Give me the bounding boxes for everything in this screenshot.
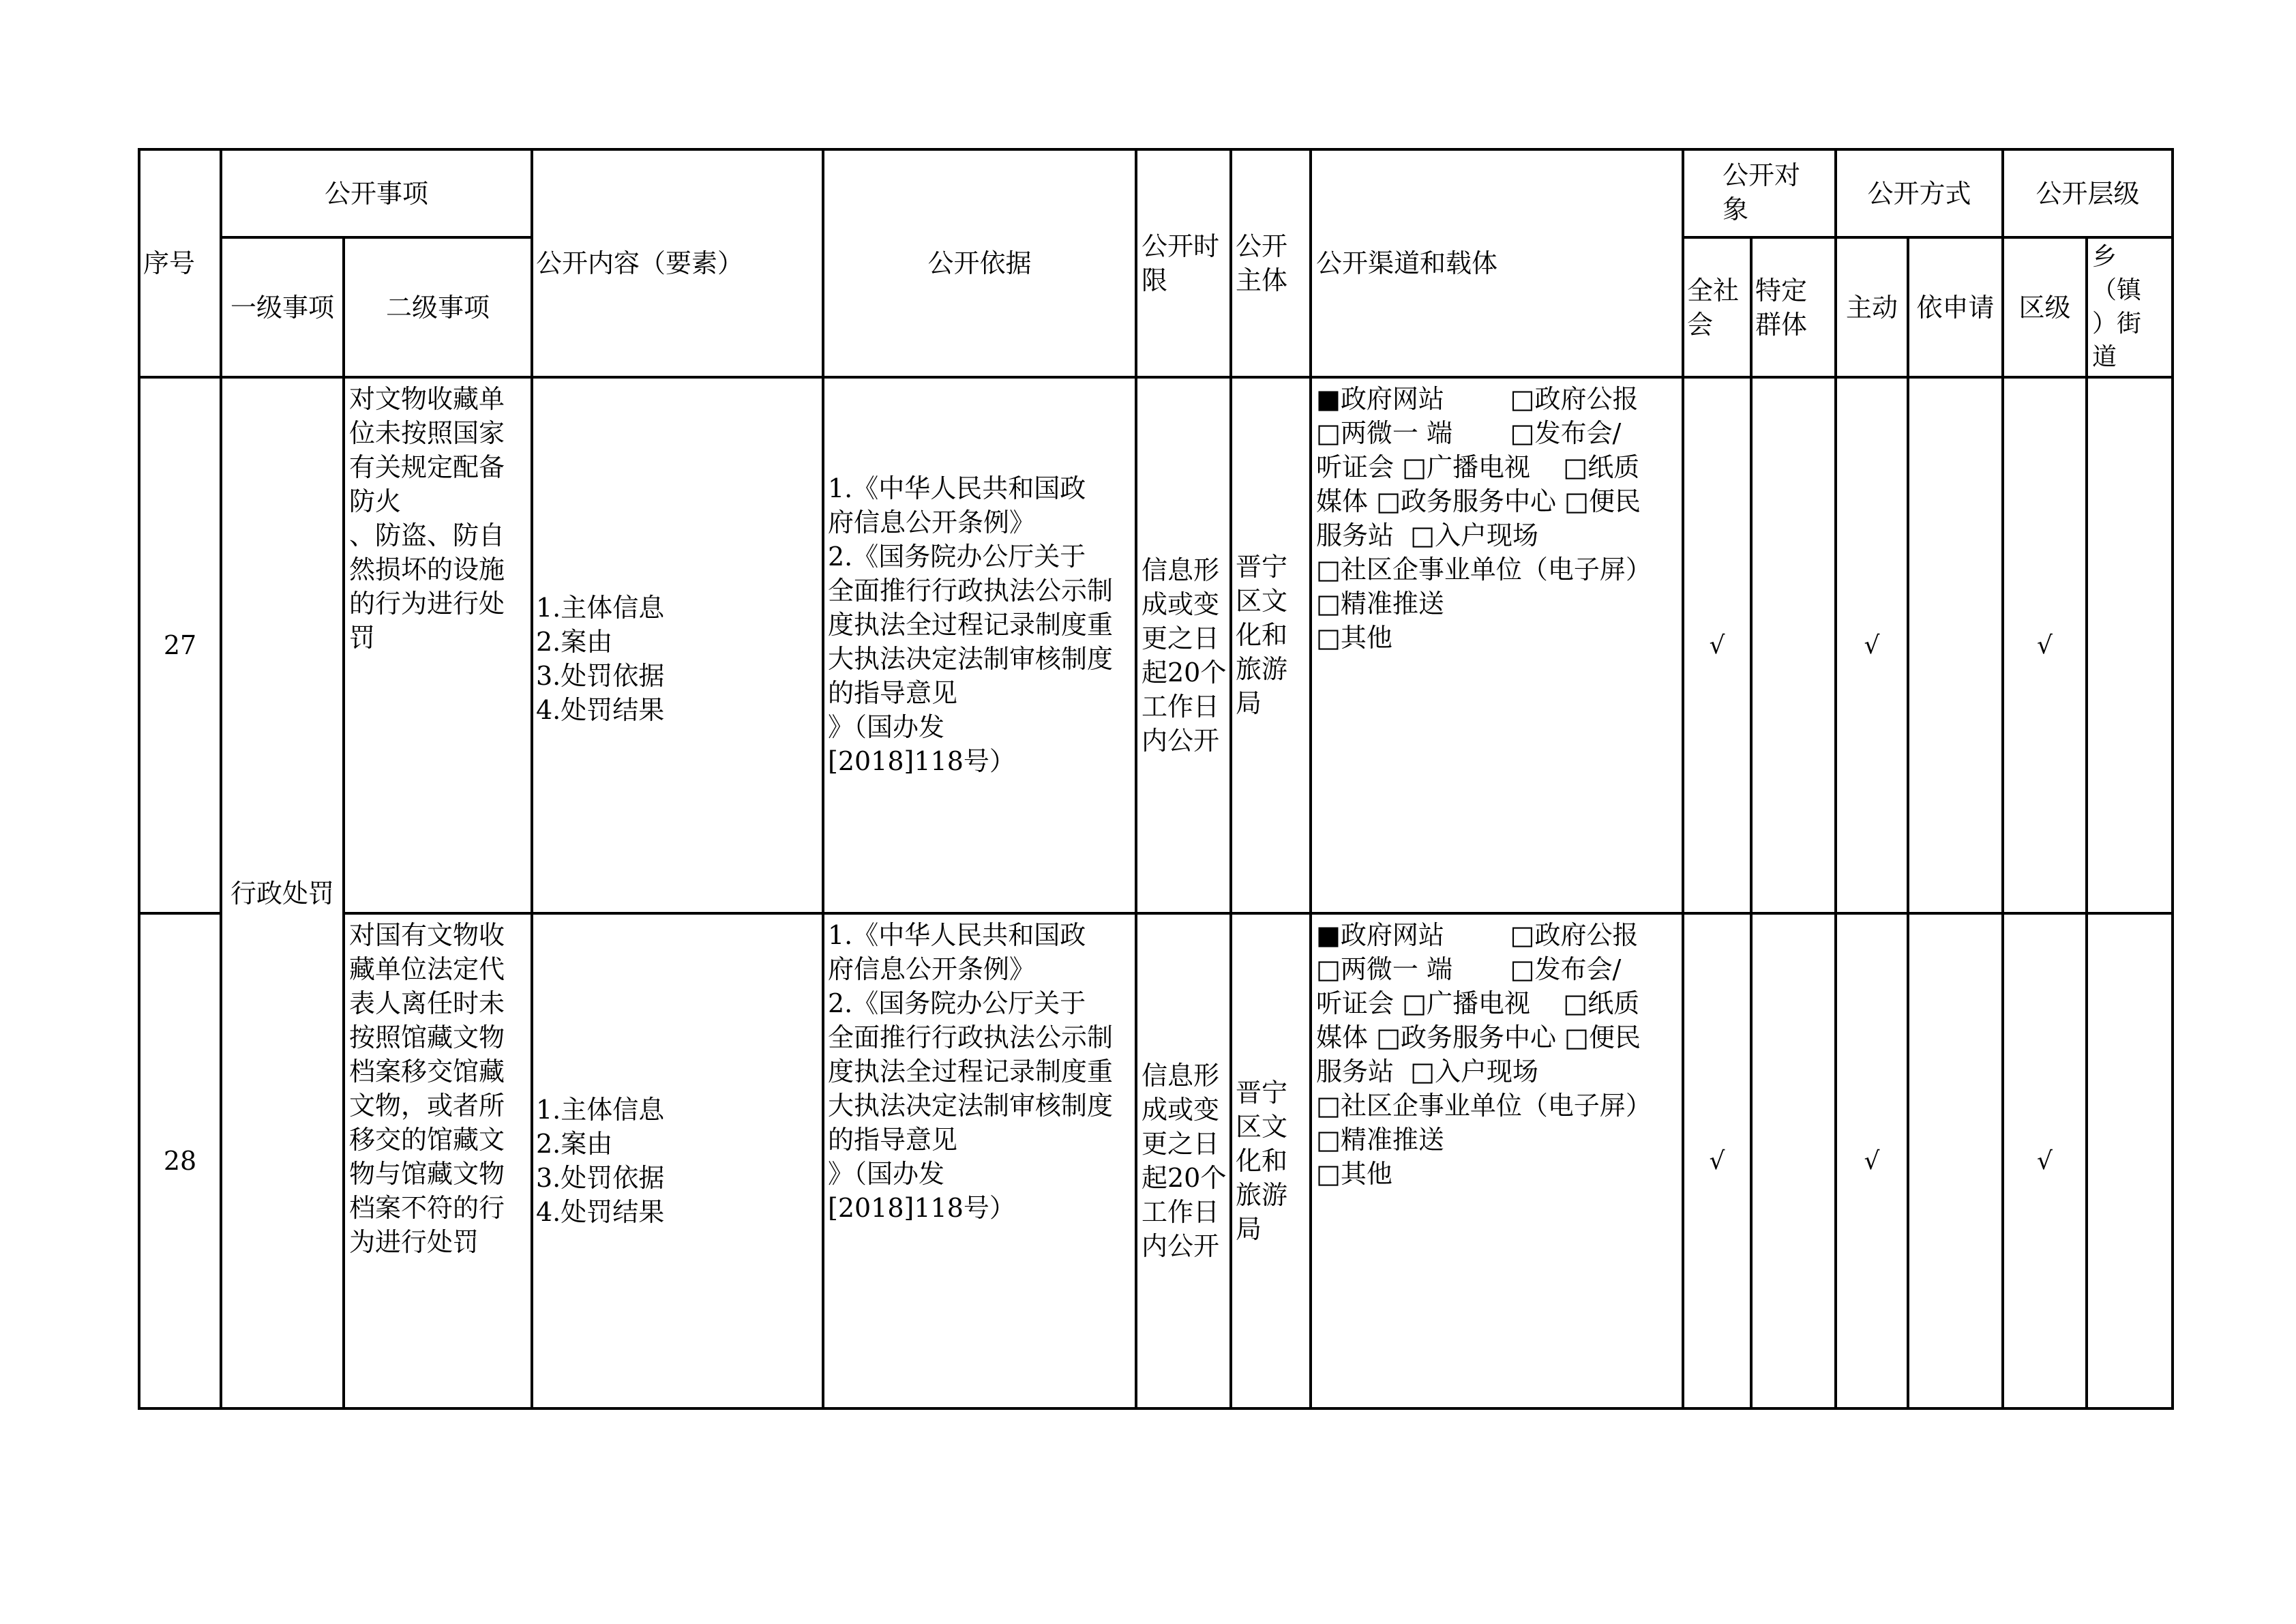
col-line bbox=[1135, 148, 1137, 1410]
row-28-level-district-check: √ bbox=[2037, 1147, 2053, 1175]
header-subject: 公开 主体 bbox=[1236, 231, 1288, 295]
row-27-channel: ■政府网站 □政府公报 □两微一 端 □发布会/ 听证会 □广播电视 □纸质 媒体 □政务服务中心 □便民 服务站 □入户现场 □社区企事业单位（电子屏） □精准推送 □其他 bbox=[1316, 384, 1652, 653]
row-27-basis: 1.《中华人民共和国政 府信息公开条例》 2.《国务院办公厅关于 全面推行行政执法公示制 度执法全过程记录制度重 大执法决定法制审核制度 的指导意见 》（国办发 [2018]118号） bbox=[828, 473, 1114, 776]
col-line bbox=[1750, 236, 1753, 1410]
col-line bbox=[2085, 236, 2088, 1410]
header-items-group: 公开事项 bbox=[324, 178, 428, 209]
row-28-target-all-check: √ bbox=[1709, 1147, 1725, 1175]
row-28-time-limit: 信息形 成或变 更之日 起20个 工作日 内公开 bbox=[1142, 1061, 1227, 1261]
row-28-basis: 1.《中华人民共和国政 府信息公开条例》 2.《国务院办公厅关于 全面推行行政执法公示制 度执法全过程记录制度重 大执法决定法制审核制度 的指导意见 》（国办发 [2018]118号） bbox=[828, 920, 1114, 1223]
row-27-time-limit: 信息形 成或变 更之日 起20个 工作日 内公开 bbox=[1142, 555, 1227, 756]
header-level-district: 区级 bbox=[2018, 292, 2071, 323]
row-27-method-active-check: √ bbox=[1864, 631, 1880, 660]
col-line bbox=[531, 148, 533, 1410]
row-28-subject: 晋宁 区文 化和 旅游 局 bbox=[1236, 1078, 1288, 1244]
col-line bbox=[1229, 148, 1232, 1410]
header-method-active: 主动 bbox=[1845, 292, 1898, 323]
header-level-town: 乡 （镇 ）街 道 bbox=[2092, 243, 2142, 371]
row-27-level-district-check: √ bbox=[2037, 631, 2053, 660]
header-level1: 一级事项 bbox=[230, 292, 334, 323]
row-28-channel: ■政府网站 □政府公报 □两微一 端 □发布会/ 听证会 □广播电视 □纸质 媒体 □政务服务中心 □便民 服务站 □入户现场 □社区企事业单位（电子屏） □精准推送 □其他 bbox=[1316, 920, 1652, 1189]
table-border-bottom bbox=[138, 1407, 2174, 1410]
row-28-item: 对国有文物收 藏单位法定代 表人离任时未 按照馆藏文物 档案移交馆藏 文物，或者所 移交的馆藏文 物与馆藏文物 档案不符的行 为进行处罚 bbox=[349, 920, 505, 1257]
header-level-group: 公开层级 bbox=[2036, 178, 2140, 209]
table-border-right bbox=[2171, 148, 2174, 1410]
header-method-group: 公开方式 bbox=[1867, 178, 1971, 209]
header-content: 公开内容（要素） bbox=[536, 248, 744, 278]
row-27-subject: 晋宁 区文 化和 旅游 局 bbox=[1236, 552, 1288, 718]
col-line bbox=[1907, 236, 1909, 1410]
header-seq: 序号 bbox=[143, 248, 196, 278]
row-28-content: 1.主体信息 2.案由 3.处罚依据 4.处罚结果 bbox=[536, 1095, 665, 1227]
row-28-seq: 28 bbox=[163, 1146, 197, 1176]
header-target-all: 全社 会 bbox=[1687, 275, 1740, 340]
row-27-item: 对文物收藏单 位未按照国家 有关规定配备 防火 、防盗、防自 然损坏的设施 的行为进行处 罚 bbox=[349, 384, 505, 653]
row-27-seq: 27 bbox=[163, 630, 197, 660]
header-level2: 二级事项 bbox=[385, 292, 490, 323]
header-channel: 公开渠道和载体 bbox=[1316, 248, 1498, 278]
col-line bbox=[342, 236, 345, 1410]
header-target-group: 公开对 象 bbox=[1723, 160, 1801, 224]
header-target-specific: 特定 群体 bbox=[1755, 275, 1808, 340]
row-28-method-active-check: √ bbox=[1864, 1147, 1880, 1175]
header-basis: 公开依据 bbox=[927, 248, 1032, 278]
header-method-request: 依申请 bbox=[1916, 292, 1995, 323]
col-line bbox=[1309, 148, 1312, 1410]
row-27-content: 1.主体信息 2.案由 3.处罚依据 4.处罚结果 bbox=[536, 593, 665, 725]
row-27-target-all-check: √ bbox=[1709, 631, 1725, 660]
category-label: 行政处罚 bbox=[230, 879, 334, 909]
header-time-limit: 公开时 限 bbox=[1142, 231, 1220, 295]
